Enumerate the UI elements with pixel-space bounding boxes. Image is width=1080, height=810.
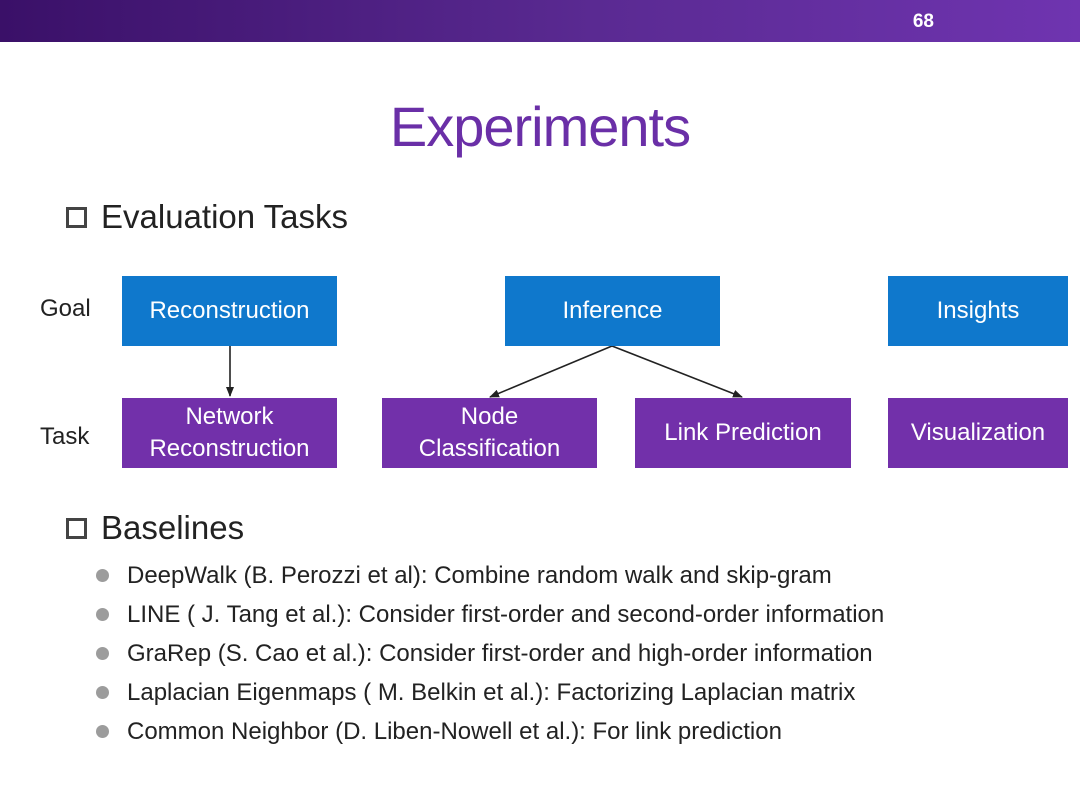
task-box-link-prediction [635, 398, 851, 468]
bullet-dot-icon [96, 686, 109, 699]
arrow-inference-to-link-prediction [612, 346, 742, 397]
baseline-text: Laplacian Eigenmaps ( M. Belkin et al.): Factorizing Laplacian matrix [127, 678, 856, 706]
goal-label: Insights [936, 297, 1020, 324]
list-item [96, 673, 884, 712]
goal-box-inference [505, 276, 720, 346]
bullet-dot-icon [96, 569, 109, 582]
bullet-dot-icon [96, 647, 109, 660]
section-baselines [66, 509, 244, 547]
task-label-line: Network [185, 403, 274, 430]
baseline-text: LINE ( J. Tang et al.): Consider first-order and second-order information [127, 600, 885, 628]
section-heading: Evaluation Tasks [101, 198, 349, 235]
task-label-line: Visualization [910, 419, 1046, 446]
task-box-network-reconstruction [122, 398, 337, 468]
task-label-line: Node [460, 403, 519, 430]
page-number: 68 [912, 11, 934, 32]
list-item [96, 712, 884, 751]
bullet-dot-icon [96, 608, 109, 621]
arrow-inference-to-node-classification [490, 346, 612, 397]
slide-title: Experiments [389, 95, 691, 158]
task-box-visualization [888, 398, 1068, 468]
baselines-list [96, 556, 884, 751]
task-label-line: Classification [418, 435, 561, 462]
task-box-node-classification [382, 398, 597, 468]
baseline-text: Common Neighbor (D. Liben-Nowell et al.): For link prediction [127, 717, 782, 745]
list-item [96, 634, 884, 673]
row-label-task: Task [40, 423, 90, 450]
bullet-dot-icon [96, 725, 109, 738]
row-label-goal: Goal [40, 295, 91, 322]
goal-label: Reconstruction [149, 297, 310, 324]
baseline-text: DeepWalk (B. Perozzi et al): Combine random walk and skip-gram [127, 561, 832, 589]
task-label-line: Link Prediction [664, 419, 822, 446]
goal-box-insights [888, 276, 1068, 346]
section-heading: Baselines [101, 509, 245, 546]
task-label-line: Reconstruction [149, 435, 310, 462]
square-bullet-icon [66, 518, 87, 539]
list-item [96, 595, 884, 634]
baseline-text: GraRep (S. Cao et al.): Consider first-order and high-order information [127, 639, 873, 667]
goal-box-reconstruction [122, 276, 337, 346]
list-item [96, 556, 884, 595]
goal-label: Inference [562, 297, 663, 324]
